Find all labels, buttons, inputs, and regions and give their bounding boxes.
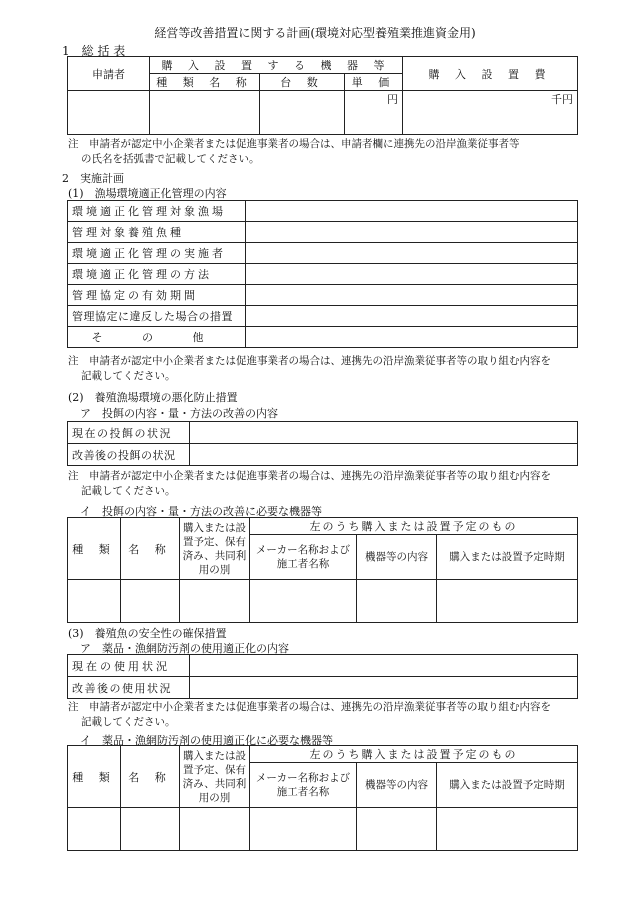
equip-cell[interactable]: [437, 580, 578, 623]
applicant-header: 申請者: [68, 57, 150, 91]
env-row-value[interactable]: [246, 327, 578, 348]
note-2a: [68, 354, 588, 384]
feeding-table: [67, 421, 578, 466]
note-2b: [68, 469, 588, 499]
equip-cell[interactable]: [437, 808, 578, 851]
equip-planned-group-header: 左のうち購入または設置予定のもの: [250, 518, 578, 535]
equip-cell[interactable]: [357, 808, 437, 851]
equip-maker-header: メーカー名称および施工者名称: [250, 763, 357, 808]
subsection-3b-heading: イ 薬品・漁網防汚剤の使用適正化に必要な機器等: [80, 734, 333, 747]
equip-content-header: 機器等の内容: [357, 535, 437, 580]
note-1-line1: 注 申請者が認定中小企業者または促進事業者の場合は、申請者欄に連携先の沿岸漁業従事者等: [68, 138, 520, 150]
equip-kind-header: 種 類: [68, 518, 121, 580]
note-1-line2: の氏名を括弧書で記載してください。: [81, 153, 260, 165]
yen-unit: 円: [387, 93, 399, 106]
equip-kind-header: 種 類: [68, 746, 121, 808]
feeding-row-value[interactable]: [190, 422, 578, 444]
count-cell[interactable]: [260, 91, 345, 135]
equip-status-header: 購入または設置予定、保有済み、共同利用の別: [180, 518, 250, 580]
section-2-heading: 2 実施計画: [62, 172, 124, 185]
env-row-label: 管理協定の有効期間: [68, 285, 246, 306]
chemicals-table: [67, 654, 578, 699]
subsection-2b-heading: イ 投餌の内容・量・方法の改善に必要な機器等: [80, 505, 322, 518]
equip-cell[interactable]: [68, 580, 121, 623]
subsection-3-heading: (3) 養殖魚の安全性の確保措置: [68, 627, 227, 640]
purchase-group-header: 購 入 設 置 す る 機 器 等: [150, 57, 403, 74]
chemicals-row-value[interactable]: [190, 677, 578, 699]
note-3-line2: 記載してください。: [81, 716, 176, 728]
env-row-label: 環境適正化管理対象漁場: [68, 201, 246, 222]
equip-timing-header: 購入または設置予定時期: [437, 763, 578, 808]
feeding-row-label: 現在の投餌の状況: [68, 422, 190, 444]
count-header: 台 数: [260, 74, 345, 91]
feeding-equipment-table: [67, 517, 578, 623]
section-1-heading: 1 総 括 表: [62, 44, 126, 58]
feeding-row-value[interactable]: [190, 444, 578, 466]
equip-cell[interactable]: [121, 808, 180, 851]
env-row-label: 環境適正化管理の方法: [68, 264, 246, 285]
note-2b-line2: 記載してください。: [81, 485, 176, 497]
equip-cell[interactable]: [180, 580, 250, 623]
env-row-value[interactable]: [246, 285, 578, 306]
env-row-value[interactable]: [246, 201, 578, 222]
page-title: 経営等改善措置に関する計画(環境対応型養殖業推進資金用): [154, 26, 476, 40]
env-row-label: そ の 他: [68, 327, 246, 348]
equip-content-header: 機器等の内容: [357, 763, 437, 808]
feeding-row-label: 改善後の投餌の状況: [68, 444, 190, 466]
cost-cell[interactable]: [403, 91, 578, 135]
chemicals-row-value[interactable]: [190, 655, 578, 677]
kind-name-cell[interactable]: [150, 91, 260, 135]
note-2a-line1: 注 申請者が認定中小企業者または促進事業者の場合は、連携先の沿岸漁業従事者等の取り組む内容を: [68, 355, 551, 367]
unit-price-header: 単 価: [345, 74, 403, 91]
summary-table: [67, 56, 578, 135]
equip-status-header: 購入または設置予定、保有済み、共同利用の別: [180, 746, 250, 808]
equip-cell[interactable]: [250, 808, 357, 851]
equip-cell[interactable]: [250, 580, 357, 623]
env-row-label: 環境適正化管理の実施者: [68, 243, 246, 264]
applicant-cell[interactable]: [68, 91, 150, 135]
env-row-value[interactable]: [246, 306, 578, 327]
note-2a-line2: 記載してください。: [81, 370, 176, 382]
unit-price-cell[interactable]: [345, 91, 403, 135]
kind-name-header: 種 類 名 称: [150, 74, 260, 91]
env-management-table: [67, 200, 578, 348]
env-row-label: 管理協定に違反した場合の措置: [68, 306, 246, 327]
equip-cell[interactable]: [357, 580, 437, 623]
equip-name-header: 名 称: [121, 746, 180, 808]
chemicals-row-label: 現在の使用状況: [68, 655, 190, 677]
note-3: [68, 700, 588, 730]
equip-timing-header: 購入または設置予定時期: [437, 535, 578, 580]
chemicals-row-label: 改善後の使用状況: [68, 677, 190, 699]
equip-cell[interactable]: [68, 808, 121, 851]
equip-cell[interactable]: [180, 808, 250, 851]
cost-header: 購 入 設 置 費: [403, 57, 578, 91]
note-3-line1: 注 申請者が認定中小企業者または促進事業者の場合は、連携先の沿岸漁業従事者等の取り組む内容を: [68, 701, 551, 713]
equip-name-header: 名 称: [121, 518, 180, 580]
equip-maker-header: メーカー名称および施工者名称: [250, 535, 357, 580]
note-1: [68, 137, 588, 167]
subsection-1-heading: (1) 漁場環境適正化管理の内容: [68, 187, 227, 200]
env-row-value[interactable]: [246, 222, 578, 243]
subsection-2a-heading: ア 投餌の内容・量・方法の改善の内容: [80, 407, 278, 420]
subsection-2-heading: (2) 養殖漁場環境の悪化防止措置: [68, 391, 238, 404]
chemicals-equipment-table: [67, 745, 578, 851]
equip-cell[interactable]: [121, 580, 180, 623]
env-row-value[interactable]: [246, 243, 578, 264]
equip-planned-group-header: 左のうち購入または設置予定のもの: [250, 746, 578, 763]
thousand-yen-unit: 千円: [551, 93, 574, 106]
env-row-value[interactable]: [246, 264, 578, 285]
subsection-3a-heading: ア 薬品・漁網防汚剤の使用適正化の内容: [80, 642, 289, 655]
env-row-label: 管理対象養殖魚種: [68, 222, 246, 243]
note-2b-line1: 注 申請者が認定中小企業者または促進事業者の場合は、連携先の沿岸漁業従事者等の取り組む内容を: [68, 470, 551, 482]
